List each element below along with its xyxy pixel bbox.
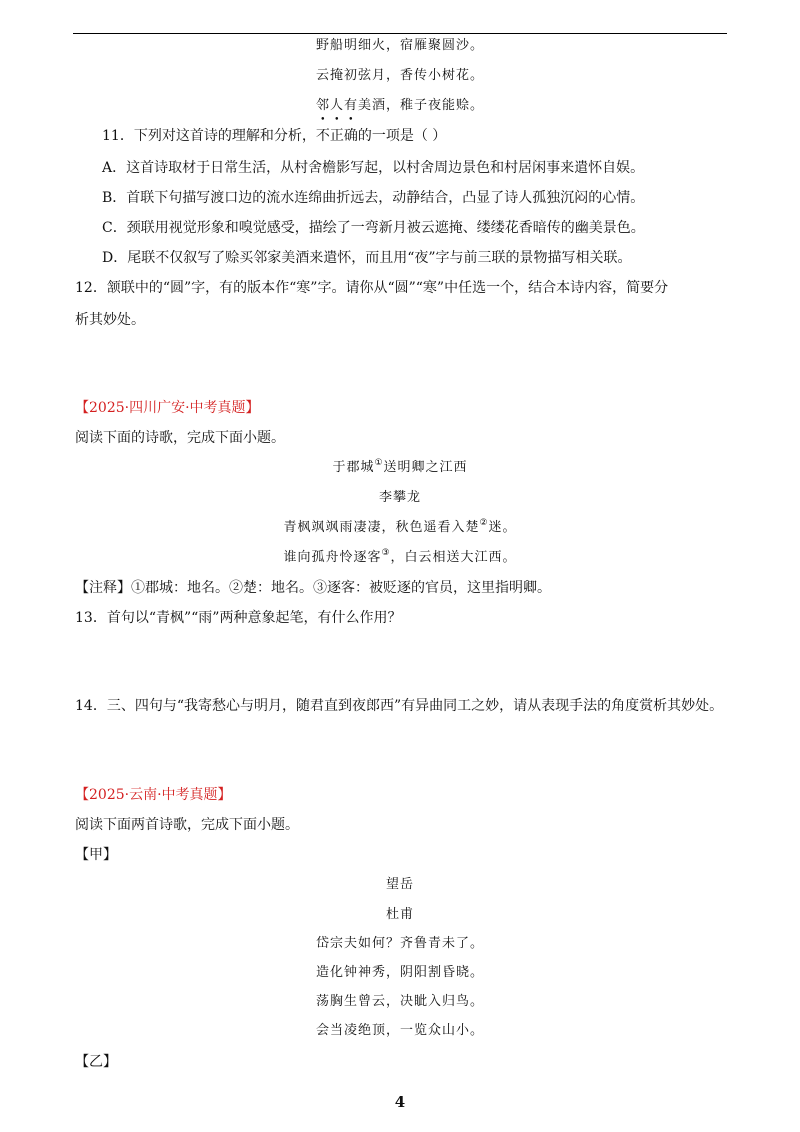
option-a: A．这首诗取材于日常生活，从村舍檐影写起，以村舍周边景色和村居闲事来遣怀自娱。 (102, 160, 645, 176)
page-number: 4 (394, 1093, 406, 1111)
q11-stem-end: 的一项是（ ） (357, 128, 447, 144)
poem-line: 谁向孤舟怜逐客③，白云相送大江西。 (283, 548, 517, 565)
q11-stem: 11．下列对这首诗的理解和分析， (102, 128, 316, 144)
footnote-marker: ① (374, 458, 384, 468)
option-b: B．首联下句描写渡口边的流水连绵曲折远去，动静结合，凸显了诗人孤独沉闷的心情。 (102, 190, 645, 206)
question-12: 12．颔联中的“圆”字，有的版本作“寒”字。请你从“圆”“寒”中任选一个，结合本诗内容，简要分 (75, 280, 669, 296)
poem-author: 李攀龙 (378, 490, 421, 505)
instruction: 阅读下面两首诗歌，完成下面小题。 (75, 817, 299, 833)
annotation: 【注释】①郡城：地名。②楚：地名。③逐客：被贬逐的官员，这里指明卿。 (75, 580, 551, 596)
poem-title: 望岳 (385, 877, 414, 892)
poem-line: 造化钟神秀，阴阳割昏晓。 (315, 965, 484, 980)
footnote-marker: ③ (381, 548, 391, 558)
source-tag-yunnan: 【2025·云南·中考真题】 (75, 787, 232, 803)
emphasis-char: 正 (329, 128, 344, 144)
poem-line: 邻人有美酒，稚子夜能赊。 (315, 98, 484, 113)
poem-title: 于郡城①送明卿之江西 (332, 458, 468, 475)
label-jia: 【甲】 (75, 847, 117, 863)
option-c: C．颈联用视觉形象和嗅觉感受，描绘了一弯新月被云遮掩、缕缕花香暗传的幽美景色。 (102, 220, 645, 236)
poem-line: 云掩初弦月，香传小树花。 (315, 68, 484, 83)
poem-line: 荡胸生曾云，决眦入归鸟。 (315, 994, 484, 1009)
option-d: D．尾联不仅叙写了赊买邻家美酒来遣怀，而且用“夜”字与前三联的景物描写相关联。 (102, 250, 632, 266)
instruction: 阅读下面的诗歌，完成下面小题。 (75, 430, 285, 446)
question-13: 13．首句以“青枫”“雨”两种意象起笔，有什么作用？ (75, 610, 402, 626)
question-12-cont: 析其妙处。 (75, 312, 145, 328)
label-yi: 【乙】 (75, 1054, 117, 1070)
emphasis-char: 确 (343, 128, 358, 144)
source-tag-guangan: 【2025·四川广安·中考真题】 (75, 400, 260, 416)
poem-line: 青枫飒飒雨凄凄，秋色遥看入楚②迷。 (283, 518, 517, 535)
poem-line: 野船明细火，宿雁聚圆沙。 (315, 38, 484, 53)
poem-line: 会当凌绝顶，一览众山小。 (315, 1023, 484, 1038)
emphasis-char: 不 (315, 128, 330, 144)
question-11 (102, 127, 446, 145)
footnote-marker: ② (479, 518, 489, 528)
question-14: 14．三、四句与“我寄愁心与明月，随君直到夜郎西”有异曲同工之妙，请从表现手法的角度赏析其妙处。 (75, 698, 724, 714)
poem-author: 杜甫 (385, 907, 414, 922)
top-rule (73, 33, 727, 34)
poem-line: 岱宗夫如何？齐鲁青未了。 (315, 936, 484, 951)
